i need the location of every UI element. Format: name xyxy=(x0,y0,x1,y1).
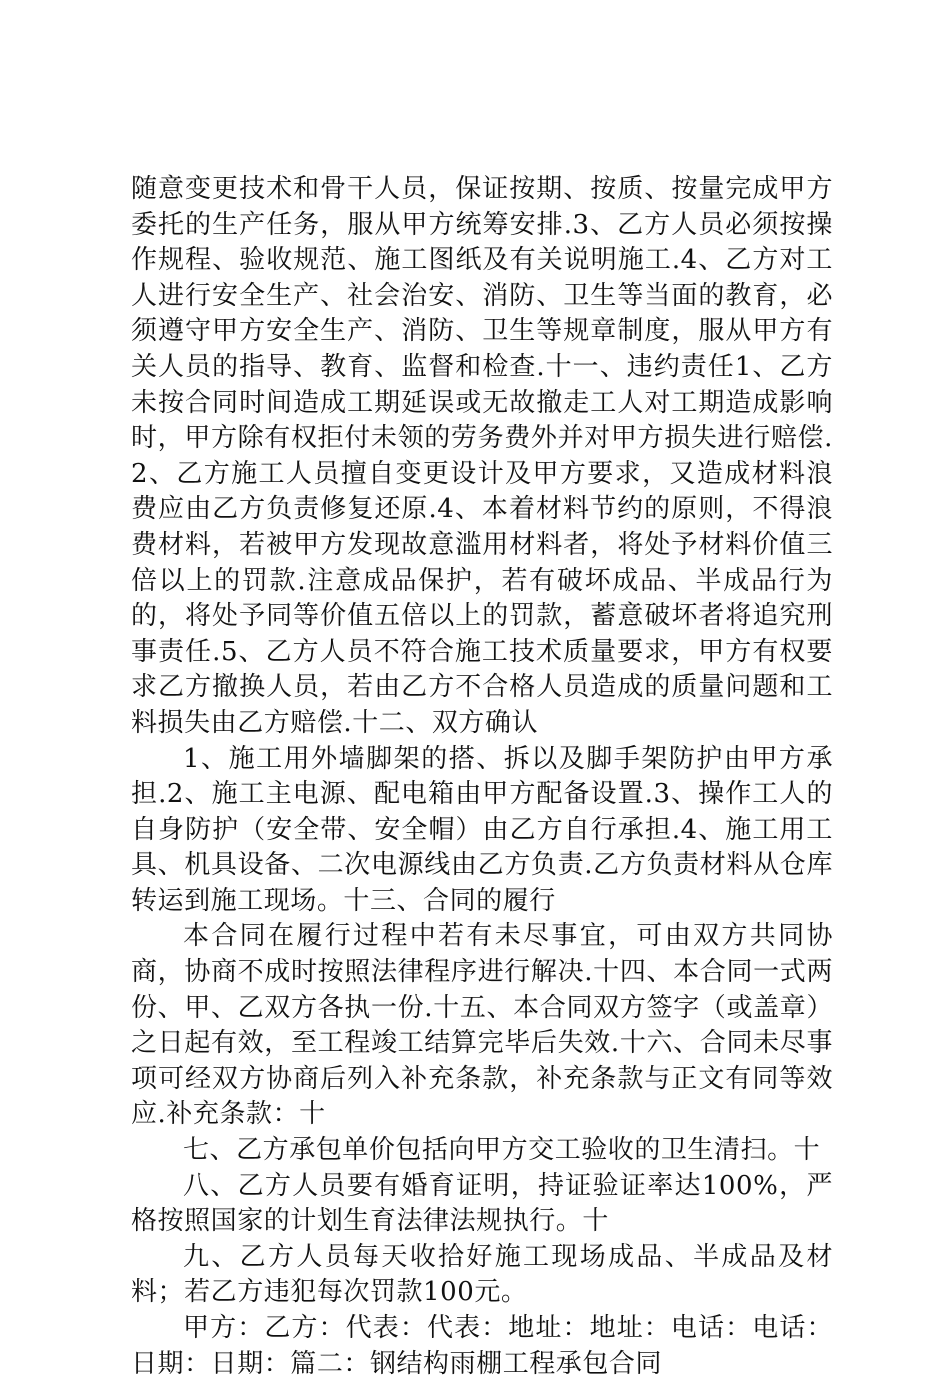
document-body xyxy=(131,172,833,1382)
body-paragraph-4: 七、乙方承包单价包括向甲方交工验收的卫生清扫。十 xyxy=(183,1135,821,1166)
body-paragraph-1: 随意变更技术和骨干人员，保证按期、按质、按量完成甲方委托的生产任务，服从甲方统筹安排.3、乙方人员必须按操作规程、验收规范、施工图纸及有关说明施工.4、乙方对工人进行安全生产、社会治安、消防、卫生等当面的教育，必须遵守甲方安全生产、消防、卫生等规章制度，服从甲方有关人员的指导、教育、监督和检查.十一、违约责任1、乙方未按合同时间造成工期延误或无故撤走工人对工期造成影响时，甲方除有权拒付未领的劳务费外并对甲方损失进行赔偿.2、乙方施工人员擅自变更设计及甲方要求，又造成材料浪费应由乙方负责修复还原.4、本着材料节约的原则，不得浪费材料，若被甲方发现故意滥用材料者，将处予材料价值三倍以上的罚款.注意成品保护，若有破坏成品、半成品行为的，将处予同等价值五倍以上的罚款，蓄意破坏者将追究刑事责任.5、乙方人员不符合施工技术质量要求，甲方有权要求乙方撤换人员，若由乙方不合格人员造成的质量问题和工料损失由乙方赔偿.十二、双方确认 xyxy=(131,174,833,738)
body-paragraph-5: 八、乙方人员要有婚育证明，持证验证率达100%，严格按照国家的计划生育法律法规执行。十 xyxy=(131,1170,833,1237)
body-paragraph-3: 本合同在履行过程中若有未尽事宜，可由双方共同协商，协商不成时按照法律程序进行解决.十四、本合同一式两份、甲、乙双方各执一份.十五、本合同双方签字（或盖章）之日起有效，至工程竣工结算完毕后失效.十六、合同未尽事项可经双方协商后列入补充条款，补充条款与正文有同等效应.补充条款：十 xyxy=(131,921,833,1130)
signature-block-paragraph: 甲方：乙方：代表：代表：地址：地址：电话：电话：日期：日期：篇二：钢结构雨棚工程承包合同 xyxy=(131,1313,833,1379)
body-paragraph-6: 九、乙方人员每天收拾好施工现场成品、半成品及材料；若乙方违犯每次罚款100元。 xyxy=(131,1241,833,1308)
body-paragraph-2: 1、施工用外墙脚架的搭、拆以及脚手架防护由甲方承担.2、施工主电源、配电箱由甲方配备设置.3、操作工人的自身防护（安全带、安全帽）由乙方自行承担.4、施工用工具、机具设备、二次电源线由乙方负责.乙方负责材料从仓库转运到施工现场。十三、合同的履行 xyxy=(131,743,833,916)
